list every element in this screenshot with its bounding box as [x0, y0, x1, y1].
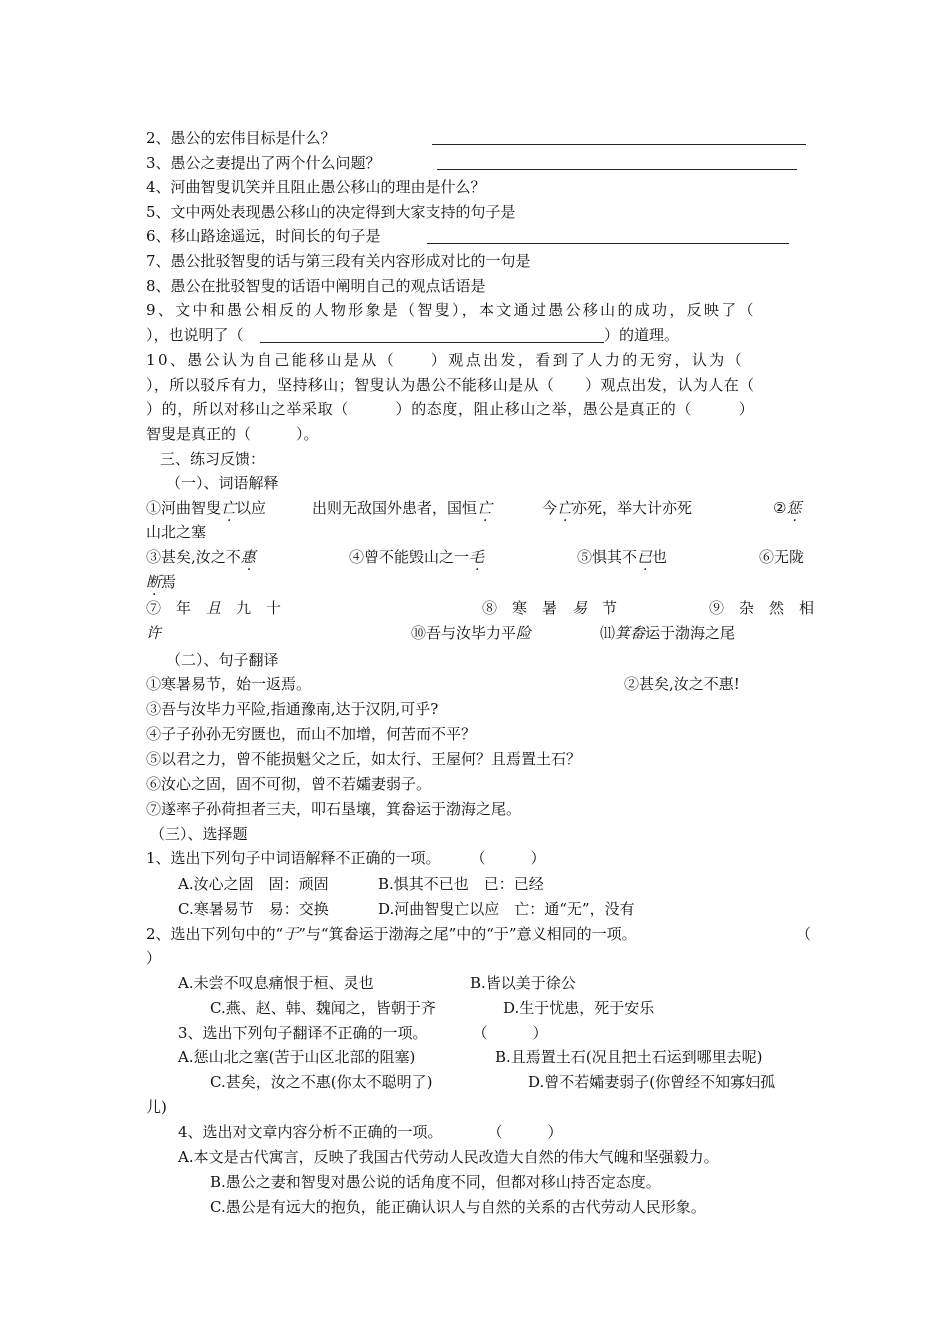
vocab-item-1c: 今亡亦死，举大计亦死	[542, 499, 693, 517]
vocab-item-7: ⑦ 年 且 九 十	[146, 599, 282, 617]
question-10-line3: ）的，所以对移山之举采取（ ）的态度，阻止移山之举，愚公是真正的（ ）	[146, 400, 755, 418]
choice-q2-paren-close: ）	[146, 949, 162, 967]
question-9-line2a: ），也说明了（	[146, 326, 244, 344]
question-10-line1: 10、愚公认为自己能移山是从（ ）观点出发，看到了人力的无穷，认为（	[146, 351, 745, 369]
vocab-item-5: ⑤惧其不已也	[577, 548, 668, 566]
vocab-item-2-cont: 山北之塞	[146, 523, 207, 541]
choice-q2-b: B.皆以美于徐公	[470, 974, 576, 992]
choice-q1-d: D.河曲智叟亡以应 亡：通“无”，没有	[378, 900, 635, 918]
choice-q1-b: B.惧其不已也 已：已经	[378, 875, 544, 893]
choice-heading: （三）、选择题	[150, 825, 248, 843]
vocab-item-10: ⑩吾与汝毕力平险	[411, 624, 532, 642]
section-3-heading: 三、练习反馈：	[160, 450, 266, 468]
vocab-item-4: ④曾不能毁山之一毛	[349, 548, 485, 566]
vocab-item-9-cont: 许	[146, 624, 162, 642]
question-9-line1: 9、文中和愚公相反的人物形象是（智叟），本文通过愚公移山的成功，反映了（	[146, 301, 756, 319]
translation-4: ④子子孙孙无穷匮也，而山不加增，何苦而不平？	[146, 725, 477, 743]
vocab-item-11: ⑾箕畚运于渤海之尾	[600, 624, 736, 642]
answer-blank-3	[437, 168, 797, 170]
translation-heading: （二）、句子翻译	[166, 651, 279, 669]
vocab-item-9: ⑨ 杂 然 相	[709, 599, 815, 617]
vocab-heading: （一）、词语解释	[166, 474, 279, 492]
vocab-item-8: ⑧ 寒 暑 易 节	[482, 599, 618, 617]
vocab-item-1: ①河曲智叟亡以应	[146, 499, 267, 517]
choice-q1: 1、选出下列句子中词语解释不正确的一项。 （ ）	[146, 849, 546, 867]
translation-7: ⑦遂率子孙荷担者三夫，叩石垦壤，箕畚运于渤海之尾。	[146, 800, 522, 818]
choice-q2: 2、选出下列句中的“于”与“箕畚运于渤海之尾”中的“于”意义相同的一项。	[146, 925, 637, 943]
translation-1: ①寒暑易节，始一返焉。	[146, 675, 312, 693]
vocab-item-6-cont: 断焉	[146, 573, 177, 591]
choice-q4-c: C.愚公是有远大的抱负，能正确认识人与自然的关系的古代劳动人民形象。	[210, 1198, 706, 1216]
choice-q2-a: A.未尝不叹息痛恨于桓、灵也	[178, 974, 374, 992]
vocab-item-2: ②惩	[773, 499, 802, 517]
choice-q3-d-cont: 儿)	[146, 1098, 167, 1116]
question-4: 4、河曲智叟讥笑并且阻止愚公移山的理由是什么？	[146, 178, 486, 196]
choice-q4: 4、选出对文章内容分析不正确的一项。 （ ）	[178, 1123, 563, 1141]
vocab-item-6: ⑥无陇	[759, 548, 805, 566]
choice-q2-paren-open: （	[796, 925, 812, 943]
answer-blank-2	[432, 143, 806, 145]
translation-3: ③吾与汝毕力平险,指通豫南,达于汉阴,可乎?	[146, 700, 439, 718]
question-10-line2: ），所以驳斥有力，坚持移山；智叟认为愚公不能移山是从（ ）观点出发，认为人在（	[146, 376, 755, 394]
question-3: 3、愚公之妻提出了两个什么问题？	[146, 154, 381, 172]
choice-q2-c: C.燕、赵、韩、魏闻之，皆朝于齐	[210, 999, 436, 1017]
translation-5: ⑤以君之力，曾不能损魁父之丘，如太行、王屋何？且焉置土石？	[146, 750, 582, 768]
question-10-line4: 智叟是真正的（ ）。	[146, 425, 319, 443]
question-9-line2b: ）的道理。	[604, 326, 680, 344]
choice-q4-b: B.愚公之妻和智叟对愚公说的话角度不同，但都对移山持否定态度。	[210, 1173, 661, 1191]
question-6: 6、移山路途遥远，时间长的句子是	[146, 227, 381, 245]
choice-q3-b: B.且焉置土石(况且把土石运到哪里去呢)	[495, 1048, 763, 1066]
vocab-item-3: ③甚矣,汝之不惠	[146, 548, 256, 566]
question-8: 8、愚公在批驳智叟的话语中阐明自己的观点话语是	[146, 277, 486, 295]
choice-q3-d: D.曾不若孀妻弱子(你曾经不知寡妇孤	[528, 1073, 776, 1091]
translation-2: ②甚矣,汝之不惠!	[624, 675, 740, 693]
vocab-item-1b: 出则无敌国外患者，国恒亡	[312, 499, 493, 517]
choice-q1-c: C.寒暑易节 易：交换	[178, 900, 329, 918]
choice-q3-a: A.惩山北之塞(苦于山区北部的阻塞)	[178, 1048, 416, 1066]
question-5: 5、文中两处表现愚公移山的决定得到大家支持的句子是	[146, 203, 516, 221]
question-2: 2、愚公的宏伟目标是什么？	[146, 129, 336, 147]
choice-q1-a: A.汝心之固 固：顽固	[178, 875, 329, 893]
answer-blank-9	[260, 341, 604, 343]
choice-q3: 3、选出下列句子翻译不正确的一项。 （ ）	[178, 1024, 548, 1042]
question-7: 7、愚公批驳智叟的话与第三段有关内容形成对比的一句是	[146, 252, 531, 270]
choice-q3-c: C.甚矣，汝之不惠(你太不聪明了)	[210, 1073, 433, 1091]
choice-q4-a: A.本文是古代寓言，反映了我国古代劳动人民改造大自然的伟大气魄和坚强毅力。	[178, 1148, 719, 1166]
translation-6: ⑥汝心之固，固不可彻，曾不若孀妻弱子。	[146, 775, 432, 793]
answer-blank-6	[427, 242, 789, 244]
choice-q2-d: D.生于忧患，死于安乐	[503, 999, 655, 1017]
